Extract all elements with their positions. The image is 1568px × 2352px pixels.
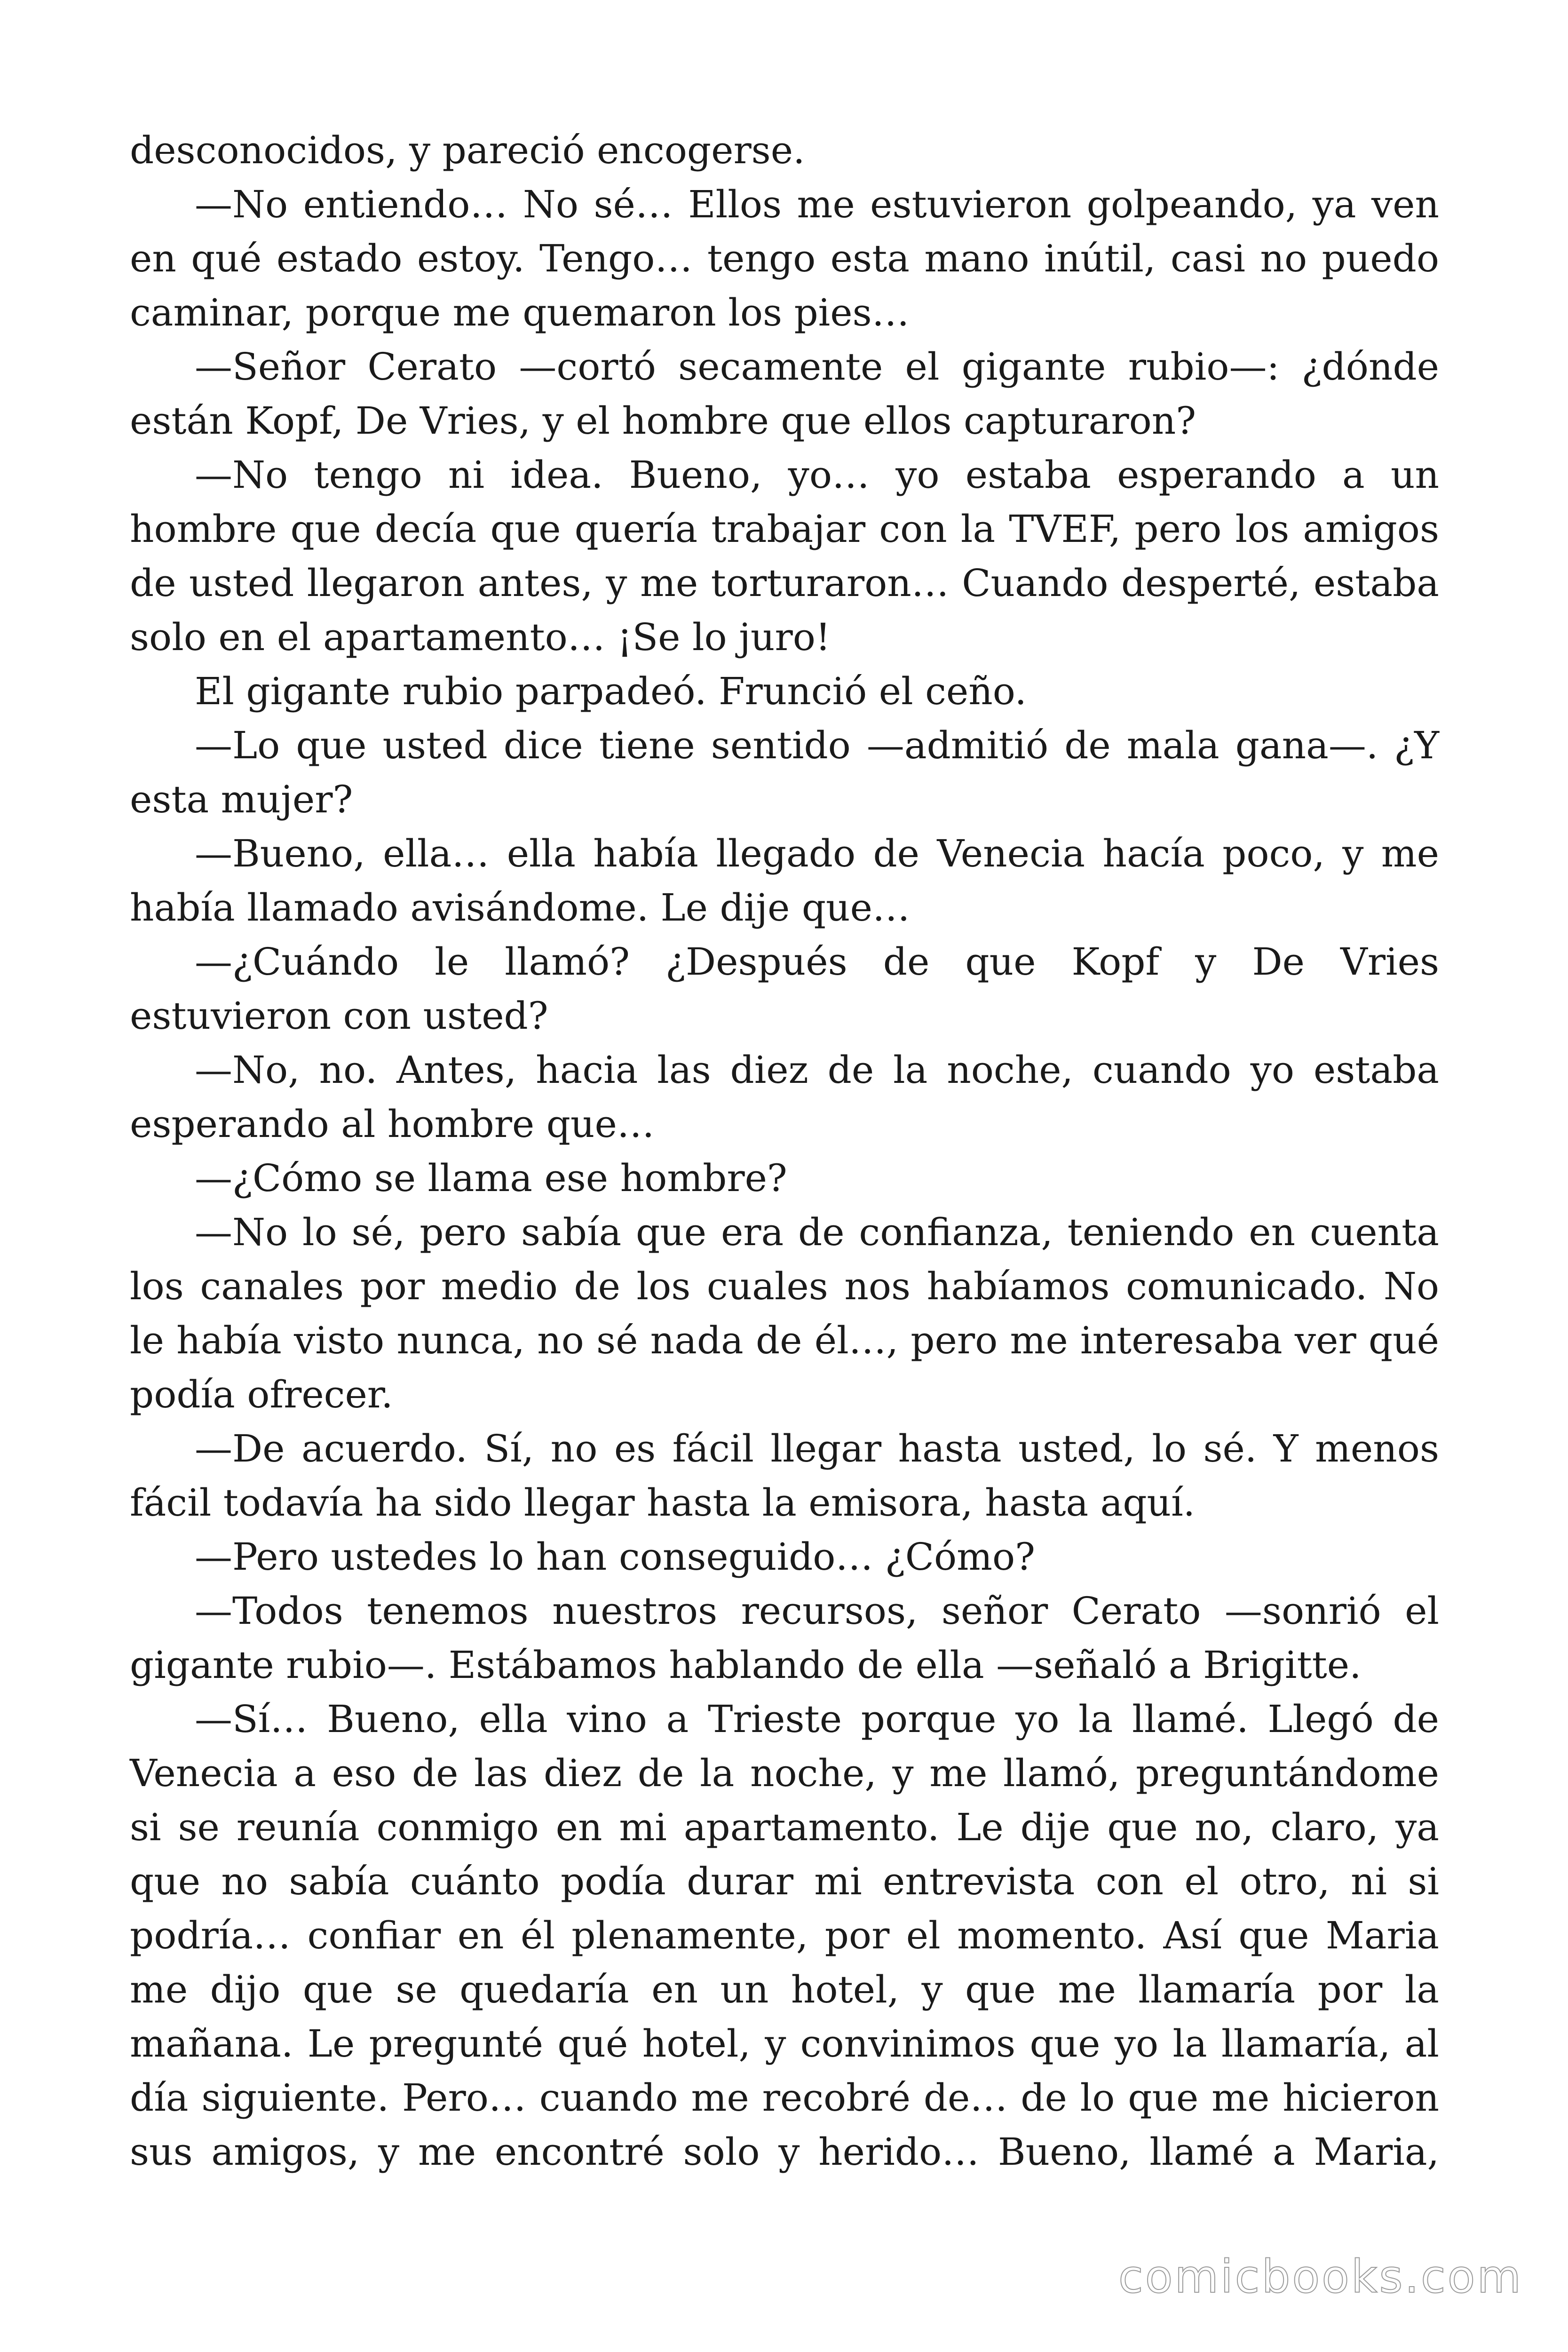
text-line: —No lo sé, pero sabía que era de confianza, teniendo en cuenta bbox=[195, 1210, 1439, 1254]
text-line: podría… confiar en él plenamente, por el momento. Así que Maria bbox=[130, 1914, 1439, 1957]
text-line: día siguiente. Pero… cuando me recobré de… de lo que me hicieron bbox=[130, 2076, 1439, 2120]
text-line: le había visto nunca, no sé nada de él…, pero me interesaba ver qué bbox=[130, 1319, 1439, 1362]
text-line: podía ofrecer. bbox=[130, 1373, 393, 1416]
text-line: solo en el apartamento… ¡Se lo juro! bbox=[130, 615, 831, 659]
text-line: caminar, porque me quemaron los pies… bbox=[130, 291, 910, 334]
text-line: sus amigos, y me encontré solo y herido… Bueno, llamé a Maria, bbox=[130, 2130, 1439, 2174]
text-line: desconocidos, y pareció encogerse. bbox=[130, 128, 805, 172]
text-line: —Sí… Bueno, ella vino a Trieste porque yo la llamé. Llegó de bbox=[195, 1697, 1439, 1741]
text-line: me dijo que se quedaría en un hotel, y que me llamaría por la bbox=[130, 1968, 1439, 2011]
text-line: —Todos tenemos nuestros recursos, señor Cerato —sonrió el bbox=[195, 1589, 1439, 1633]
text-line: —Lo que usted dice tiene sentido —admitió de mala gana—. ¿Y bbox=[195, 723, 1439, 767]
text-line: esta mujer? bbox=[130, 778, 353, 821]
text-line: —No tengo ni idea. Bueno, yo… yo estaba esperando a un bbox=[195, 453, 1439, 497]
text-line: —Pero ustedes lo han conseguido… ¿Cómo? bbox=[195, 1535, 1036, 1579]
text-line: esperando al hombre que… bbox=[130, 1102, 655, 1146]
text-line: El gigante rubio parpadeó. Frunció el ceño. bbox=[195, 669, 1027, 713]
text-line: gigante rubio—. Estábamos hablando de ella —señaló a Brigitte. bbox=[130, 1643, 1362, 1687]
text-line: están Kopf, De Vries, y el hombre que ellos capturaron? bbox=[130, 399, 1196, 443]
text-line: los canales por medio de los cuales nos habíamos comunicado. No bbox=[130, 1264, 1439, 1308]
text-line: había llamado avisándome. Le dije que… bbox=[130, 886, 910, 930]
text-line: Venecia a eso de las diez de la noche, y me llamó, preguntándome bbox=[130, 1751, 1439, 1795]
text-line: —¿Cuándo le llamó? ¿Después de que Kopf y De Vries bbox=[195, 940, 1439, 984]
text-line: hombre que decía que quería trabajar con la TVEF, pero los amigos bbox=[130, 507, 1439, 551]
text-line: en qué estado estoy. Tengo… tengo esta mano inútil, casi no puedo bbox=[130, 237, 1439, 280]
text-line: mañana. Le pregunté qué hotel, y convinimos que yo la llamaría, al bbox=[130, 2022, 1439, 2066]
comicbooks-watermark: comicbooks.com bbox=[1118, 2250, 1523, 2303]
text-line: fácil todavía ha sido llegar hasta la emisora, hasta aquí. bbox=[130, 1481, 1196, 1525]
text-line: —¿Cómo se llama ese hombre? bbox=[195, 1156, 787, 1200]
text-line: —No, no. Antes, hacia las diez de la noche, cuando yo estaba bbox=[195, 1048, 1439, 1092]
book-page-text bbox=[130, 123, 1439, 2179]
text-line: —De acuerdo. Sí, no es fácil llegar hasta usted, lo sé. Y menos bbox=[195, 1427, 1439, 1470]
text-line: que no sabía cuánto podía durar mi entrevista con el otro, ni si bbox=[130, 1859, 1439, 1903]
text-line: estuvieron con usted? bbox=[130, 994, 548, 1038]
text-line: —No entiendo… No sé… Ellos me estuvieron golpeando, ya ven bbox=[195, 183, 1439, 226]
text-line: si se reunía conmigo en mi apartamento. Le dije que no, claro, ya bbox=[130, 1805, 1439, 1849]
text-line: de usted llegaron antes, y me torturaron… Cuando desperté, estaba bbox=[130, 561, 1439, 605]
text-line: —Bueno, ella… ella había llegado de Venecia hacía poco, y me bbox=[195, 832, 1439, 875]
text-line: —Señor Cerato —cortó secamente el gigante rubio—: ¿dónde bbox=[195, 345, 1439, 389]
